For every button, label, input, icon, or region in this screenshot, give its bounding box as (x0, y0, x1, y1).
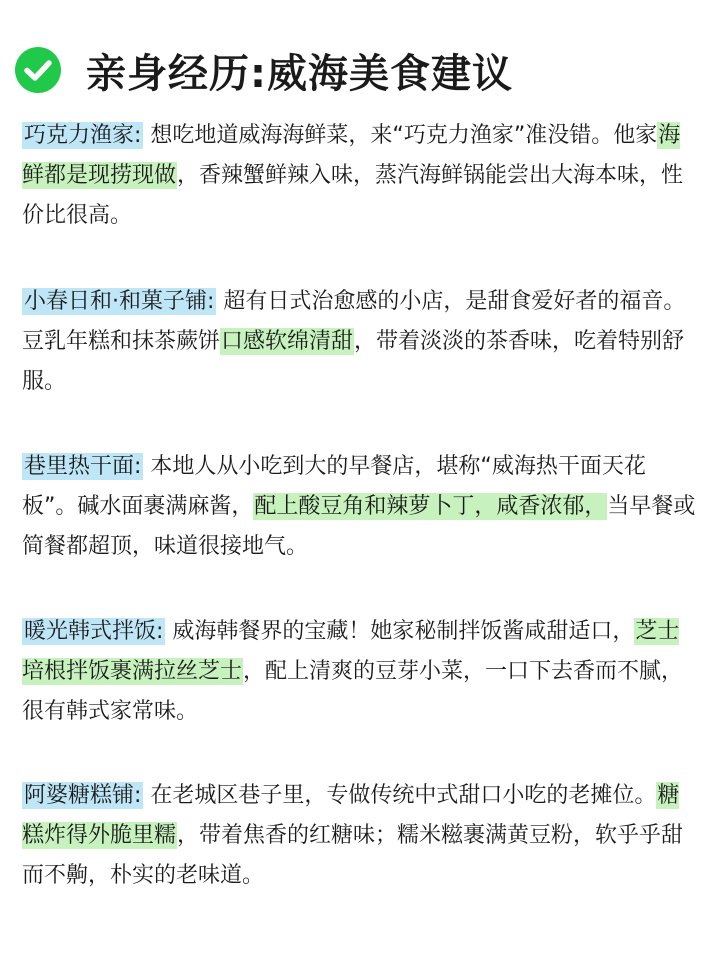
entry-name: 阿婆糖糕铺: (24, 783, 142, 808)
entry-text: 本地人从小吃到大的早餐店，堪称“威海热干面天花板”。碱水面裹满麻酱， (22, 454, 646, 519)
entry-name: 小春日和·和菓子铺: (24, 289, 215, 314)
entry-highlight: 芝士培根拌饭裹满拉丝芝士 (22, 619, 680, 684)
food-entry (22, 447, 697, 567)
food-entry (22, 776, 697, 896)
entry-text: 当早餐或简餐都超顶，味道很接地气。 (22, 494, 696, 559)
food-entry (22, 282, 697, 402)
page-title: 亲身经历:威海美食建议 (86, 50, 513, 97)
entry-highlight: 糖糕炸得外脆里糯 (22, 783, 680, 848)
entry-highlight: 海鲜都是现捞现做 (22, 123, 681, 188)
entry-name: 巷里热干面: (24, 454, 142, 479)
entry-text: 威海韩餐界的宝藏！她家秘制拌饭酱咸甜适口， (165, 619, 635, 644)
entry-name: 暖光韩式拌饭: (24, 619, 164, 644)
entry-text: ，香辣蟹鲜辣入味，蒸汽海鲜锅能尝出大海本味，性价比很高。 (22, 163, 684, 228)
title-row (14, 40, 513, 100)
food-entry (22, 116, 697, 236)
entry-text: ，带着焦香的红糖味；糯米糍裹满黄豆粉，软乎乎甜而不齁，朴实的老味道。 (22, 823, 684, 888)
entry-highlight: 口感软绵清甜 (221, 329, 354, 354)
entry-name: 巧克力渔家: (24, 123, 142, 148)
entry-text: ，配上清爽的豆芽小菜，一口下去香而不腻，很有韩式家常味。 (22, 659, 684, 724)
check-circle-icon (14, 46, 62, 94)
food-entry (22, 612, 697, 732)
entry-text: ，带着淡淡的茶香味，吃着特别舒服。 (22, 329, 685, 394)
entry-highlight: 配上酸豆角和辣萝卜丁，咸香浓郁， (254, 494, 607, 519)
entry-text: 在老城区巷子里，专做传统中式甜口小吃的老摊位。 (143, 783, 657, 808)
entry-text: 超有日式治愈感的小店，是甜食爱好者的福音。豆乳年糕和抹茶蕨饼 (22, 289, 686, 354)
entry-text: 想吃地道威海海鲜菜，来“巧克力渔家”准没错。他家 (143, 123, 658, 148)
